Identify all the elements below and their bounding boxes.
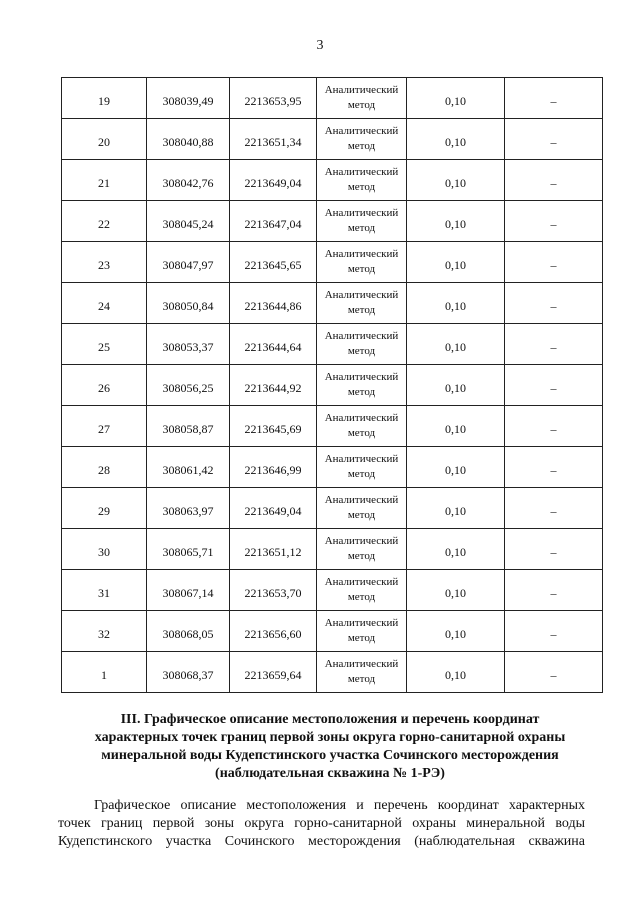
point-number-cell [62, 365, 147, 406]
method-cell [317, 529, 407, 570]
method-text: Аналитический [324, 84, 399, 96]
extra-cell [505, 201, 603, 242]
x-coordinate-cell [147, 488, 230, 529]
x-coordinate-text: 308056,25 [162, 380, 214, 395]
x-coordinate-text: 308053,37 [162, 339, 214, 354]
page-number: 3 [316, 38, 324, 53]
accuracy-text: 0,10 [445, 503, 466, 518]
y-coordinate-text: 2213646,99 [244, 462, 302, 477]
point-number-cell [62, 529, 147, 570]
table-row [62, 160, 603, 201]
y-coordinate-cell [230, 78, 317, 119]
method-text: Аналитический [324, 330, 399, 342]
point-number-cell [62, 447, 147, 488]
x-coordinate-text: 308068,37 [162, 667, 214, 682]
y-coordinate-text: 2213656,60 [244, 626, 302, 641]
point-number-cell [62, 406, 147, 447]
table-row [62, 447, 603, 488]
extra-cell [505, 365, 603, 406]
extra-cell [505, 160, 603, 201]
method-cell [317, 283, 407, 324]
method-cell [317, 160, 407, 201]
coordinates-table-body [62, 78, 603, 693]
point-number-cell [62, 488, 147, 529]
x-coordinate-cell [147, 570, 230, 611]
x-coordinate-cell [147, 447, 230, 488]
x-coordinate-text: 308042,76 [162, 175, 214, 190]
x-coordinate-text: 308050,84 [162, 298, 214, 313]
point-number-text: 28 [98, 462, 110, 477]
method-text: Аналитический [324, 248, 399, 260]
accuracy-text: 0,10 [445, 667, 466, 682]
method-text: метод [347, 99, 376, 111]
table-row [62, 406, 603, 447]
x-coordinate-cell [147, 406, 230, 447]
accuracy-text: 0,10 [445, 339, 466, 354]
x-coordinate-cell [147, 78, 230, 119]
y-coordinate-cell [230, 324, 317, 365]
accuracy-cell [407, 488, 505, 529]
table-row [62, 570, 603, 611]
accuracy-cell [407, 78, 505, 119]
y-coordinate-cell [230, 283, 317, 324]
x-coordinate-text: 308068,05 [162, 626, 214, 641]
paragraph-line: Графическое описание местоположения и перечень координат характерных [94, 798, 585, 813]
x-coordinate-text: 308065,71 [162, 544, 214, 559]
extra-text: – [550, 503, 557, 518]
point-number-cell [62, 78, 147, 119]
method-text: метод [347, 304, 376, 316]
accuracy-cell [407, 652, 505, 693]
accuracy-cell [407, 160, 505, 201]
method-text: метод [347, 222, 376, 234]
method-text: Аналитический [324, 166, 399, 178]
y-coordinate-cell [230, 529, 317, 570]
method-text: метод [347, 632, 376, 644]
accuracy-text: 0,10 [445, 585, 466, 600]
section-heading-line: минеральной воды Кудепстинского участка Сочинского месторождения [101, 748, 559, 763]
method-text: Аналитический [324, 412, 399, 424]
y-coordinate-text: 2213649,04 [244, 175, 302, 190]
method-text: Аналитический [324, 658, 399, 670]
method-cell [317, 488, 407, 529]
y-coordinate-cell [230, 201, 317, 242]
accuracy-text: 0,10 [445, 175, 466, 190]
extra-cell [505, 283, 603, 324]
extra-cell [505, 570, 603, 611]
extra-text: – [550, 298, 557, 313]
method-text: метод [347, 591, 376, 603]
method-text: метод [347, 673, 376, 685]
point-number-text: 30 [98, 544, 110, 559]
y-coordinate-text: 2213644,64 [244, 339, 302, 354]
method-cell [317, 447, 407, 488]
y-coordinate-text: 2213645,69 [244, 421, 302, 436]
table-row [62, 242, 603, 283]
accuracy-text: 0,10 [445, 380, 466, 395]
accuracy-text: 0,10 [445, 544, 466, 559]
extra-cell [505, 324, 603, 365]
accuracy-text: 0,10 [445, 626, 466, 641]
method-text: Аналитический [324, 617, 399, 629]
extra-cell [505, 242, 603, 283]
accuracy-text: 0,10 [445, 257, 466, 272]
y-coordinate-text: 2213653,70 [244, 585, 302, 600]
method-text: Аналитический [324, 125, 399, 137]
point-number-cell [62, 570, 147, 611]
x-coordinate-cell [147, 201, 230, 242]
x-coordinate-text: 308058,87 [162, 421, 214, 436]
accuracy-text: 0,10 [445, 421, 466, 436]
method-cell [317, 201, 407, 242]
extra-text: – [550, 93, 557, 108]
method-text: Аналитический [324, 576, 399, 588]
x-coordinate-text: 308040,88 [162, 134, 214, 149]
table-row [62, 78, 603, 119]
extra-cell [505, 78, 603, 119]
extra-cell [505, 611, 603, 652]
x-coordinate-text: 308061,42 [162, 462, 214, 477]
point-number-text: 25 [98, 339, 110, 354]
table-row [62, 488, 603, 529]
method-text: метод [347, 427, 376, 439]
extra-text: – [550, 421, 557, 436]
y-coordinate-text: 2213651,12 [244, 544, 302, 559]
extra-text: – [550, 462, 557, 477]
section-heading-line: (наблюдательная скважина № 1-РЭ) [215, 766, 445, 781]
paragraph-line: Кудепстинского участка Сочинского месторождения (наблюдательная скважина [58, 834, 585, 849]
method-text: Аналитический [324, 207, 399, 219]
y-coordinate-text: 2213653,95 [244, 93, 302, 108]
method-text: метод [347, 263, 376, 275]
y-coordinate-text: 2213644,86 [244, 298, 302, 313]
accuracy-cell [407, 242, 505, 283]
y-coordinate-text: 2213649,04 [244, 503, 302, 518]
method-cell [317, 324, 407, 365]
table-row [62, 201, 603, 242]
method-text: метод [347, 140, 376, 152]
point-number-cell [62, 283, 147, 324]
extra-text: – [550, 175, 557, 190]
table-row [62, 365, 603, 406]
y-coordinate-cell [230, 119, 317, 160]
table-row [62, 529, 603, 570]
accuracy-cell [407, 406, 505, 447]
accuracy-text: 0,10 [445, 93, 466, 108]
point-number-cell [62, 652, 147, 693]
paragraph-line: точек границ первой зоны округа горно-санитарной охраны минеральной воды [58, 816, 585, 831]
x-coordinate-cell [147, 365, 230, 406]
method-text: метод [347, 509, 376, 521]
y-coordinate-cell [230, 406, 317, 447]
accuracy-text: 0,10 [445, 216, 466, 231]
method-cell [317, 570, 407, 611]
accuracy-cell [407, 119, 505, 160]
method-text: Аналитический [324, 494, 399, 506]
table-row [62, 324, 603, 365]
method-cell [317, 78, 407, 119]
extra-cell [505, 406, 603, 447]
method-text: Аналитический [324, 289, 399, 301]
extra-text: – [550, 134, 557, 149]
table-row [62, 611, 603, 652]
method-cell [317, 611, 407, 652]
accuracy-cell [407, 201, 505, 242]
y-coordinate-text: 2213647,04 [244, 216, 302, 231]
x-coordinate-text: 308047,97 [162, 257, 214, 272]
accuracy-cell [407, 611, 505, 652]
y-coordinate-text: 2213645,65 [244, 257, 302, 272]
accuracy-cell [407, 365, 505, 406]
method-text: метод [347, 550, 376, 562]
point-number-cell [62, 119, 147, 160]
extra-text: – [550, 257, 557, 272]
y-coordinate-text: 2213644,92 [244, 380, 302, 395]
y-coordinate-cell [230, 160, 317, 201]
y-coordinate-cell [230, 447, 317, 488]
body-paragraph [58, 797, 585, 851]
method-cell [317, 365, 407, 406]
x-coordinate-cell [147, 652, 230, 693]
point-number-text: 23 [98, 257, 110, 272]
method-text: метод [347, 386, 376, 398]
accuracy-cell [407, 324, 505, 365]
accuracy-cell [407, 529, 505, 570]
point-number-cell [62, 324, 147, 365]
extra-text: – [550, 380, 557, 395]
extra-cell [505, 119, 603, 160]
method-text: Аналитический [324, 371, 399, 383]
x-coordinate-text: 308067,14 [162, 585, 214, 600]
section-heading-line: характерных точек границ первой зоны округа горно-санитарной охраны [94, 730, 566, 745]
extra-text: – [550, 544, 557, 559]
point-number-text: 29 [98, 503, 110, 518]
method-cell [317, 406, 407, 447]
extra-text: – [550, 216, 557, 231]
extra-cell [505, 652, 603, 693]
x-coordinate-cell [147, 242, 230, 283]
x-coordinate-cell [147, 283, 230, 324]
table-row [62, 283, 603, 324]
extra-cell [505, 447, 603, 488]
x-coordinate-cell [147, 119, 230, 160]
method-text: метод [347, 345, 376, 357]
point-number-text: 26 [98, 380, 110, 395]
accuracy-text: 0,10 [445, 134, 466, 149]
y-coordinate-cell [230, 488, 317, 529]
point-number-text: 21 [98, 175, 110, 190]
point-number-text: 32 [98, 626, 110, 641]
x-coordinate-text: 308039,49 [162, 93, 214, 108]
table-row [62, 652, 603, 693]
method-cell [317, 652, 407, 693]
point-number-text: 20 [98, 134, 110, 149]
x-coordinate-cell [147, 611, 230, 652]
extra-text: – [550, 585, 557, 600]
method-cell [317, 242, 407, 283]
accuracy-text: 0,10 [445, 298, 466, 313]
point-number-text: 31 [98, 585, 110, 600]
point-number-text: 1 [101, 667, 107, 682]
accuracy-cell [407, 447, 505, 488]
extra-cell [505, 529, 603, 570]
y-coordinate-cell [230, 652, 317, 693]
point-number-cell [62, 201, 147, 242]
method-cell [317, 119, 407, 160]
extra-text: – [550, 339, 557, 354]
extra-text: – [550, 626, 557, 641]
point-number-text: 27 [98, 421, 110, 436]
method-text: Аналитический [324, 453, 399, 465]
method-text: метод [347, 181, 376, 193]
y-coordinate-cell [230, 242, 317, 283]
y-coordinate-text: 2213659,64 [244, 667, 302, 682]
x-coordinate-cell [147, 324, 230, 365]
method-text: метод [347, 468, 376, 480]
point-number-cell [62, 160, 147, 201]
table-row [62, 119, 603, 160]
x-coordinate-cell [147, 529, 230, 570]
accuracy-cell [407, 570, 505, 611]
y-coordinate-text: 2213651,34 [244, 134, 302, 149]
method-text: Аналитический [324, 535, 399, 547]
coordinates-table [61, 77, 603, 693]
point-number-text: 19 [98, 93, 110, 108]
point-number-cell [62, 611, 147, 652]
section-heading [60, 711, 600, 783]
point-number-text: 22 [98, 216, 110, 231]
x-coordinate-text: 308063,97 [162, 503, 214, 518]
point-number-text: 24 [98, 298, 110, 313]
y-coordinate-cell [230, 365, 317, 406]
extra-text: – [550, 667, 557, 682]
point-number-cell [62, 242, 147, 283]
y-coordinate-cell [230, 611, 317, 652]
accuracy-cell [407, 283, 505, 324]
x-coordinate-cell [147, 160, 230, 201]
section-heading-line: III. Графическое описание местоположения и перечень координат [120, 712, 540, 727]
extra-cell [505, 488, 603, 529]
accuracy-text: 0,10 [445, 462, 466, 477]
y-coordinate-cell [230, 570, 317, 611]
x-coordinate-text: 308045,24 [162, 216, 214, 231]
